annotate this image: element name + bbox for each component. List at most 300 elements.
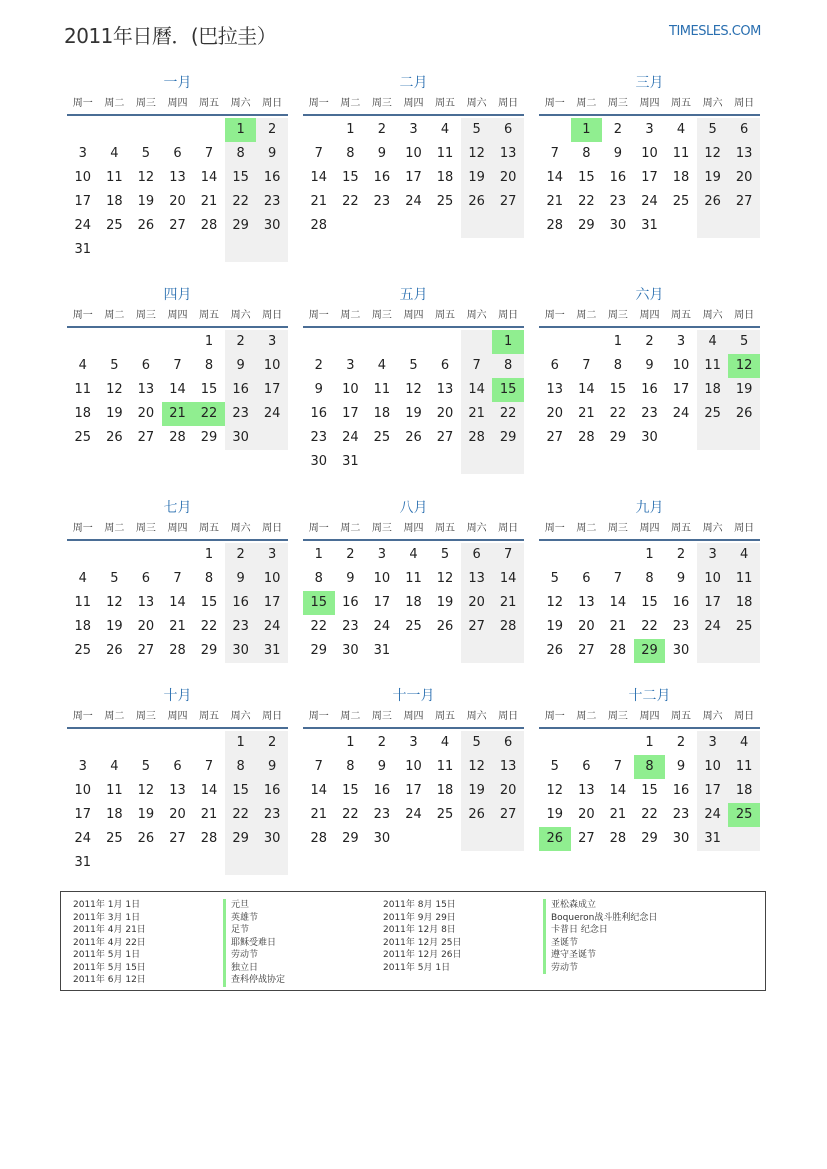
day-cell[interactable]: 27 — [436, 430, 454, 445]
day-cell[interactable]: 5 — [697, 118, 729, 142]
day-cell[interactable]: 21 — [200, 807, 218, 822]
day-cell[interactable]: 6 — [141, 571, 151, 586]
day-cell[interactable]: 11 — [106, 170, 123, 185]
day-cell[interactable]: 21 — [609, 619, 627, 634]
day-cell[interactable]: 9 — [645, 358, 654, 373]
day-cell[interactable]: 26 — [405, 430, 422, 445]
day-cell[interactable]: 9 — [676, 759, 686, 774]
day-cell[interactable]: 6 — [582, 571, 591, 586]
day-cell[interactable]: 9 — [377, 146, 387, 161]
day-cell[interactable]: 5 — [110, 571, 119, 586]
day-cell[interactable]: 6 — [173, 759, 182, 774]
day-cell[interactable]: 29 — [342, 831, 359, 846]
day-cell[interactable]: 28 — [169, 643, 186, 658]
day-cell[interactable]: 15 — [225, 779, 257, 803]
day-cell[interactable]: 20 — [169, 807, 186, 822]
day-cell[interactable]: 8 — [346, 759, 355, 774]
day-cell[interactable]: 6 — [141, 358, 151, 373]
day-cell[interactable]: 2 — [377, 735, 387, 750]
day-cell[interactable]: 9 — [256, 142, 288, 166]
day-cell[interactable]: 13 — [436, 382, 454, 397]
day-cell[interactable]: 8 — [645, 571, 654, 586]
day-cell[interactable]: 16 — [672, 783, 690, 798]
day-cell[interactable]: 30 — [609, 218, 627, 233]
day-cell[interactable]: 28 — [609, 831, 627, 846]
day-cell[interactable]: 27 — [492, 190, 524, 214]
day-cell[interactable]: 18 — [672, 170, 690, 185]
day-cell[interactable]: 26 — [461, 803, 493, 827]
day-cell[interactable]: 22 — [342, 807, 359, 822]
day-cell[interactable]: 23 — [609, 194, 627, 209]
day-cell[interactable]: 28 — [578, 430, 595, 445]
day-cell[interactable]: 25 — [74, 643, 92, 658]
day-cell[interactable]: 13 — [492, 755, 524, 779]
day-cell[interactable]: 17 — [342, 406, 359, 421]
day-cell[interactable]: 29 — [578, 218, 595, 233]
day-cell[interactable]: 20 — [461, 591, 493, 615]
day-cell[interactable]: 7 — [314, 146, 323, 161]
day-cell[interactable]: 18 — [405, 595, 422, 610]
day-cell[interactable]: 24 — [256, 615, 288, 639]
day-cell[interactable]: 12 — [436, 571, 454, 586]
day-cell[interactable]: 1 — [492, 330, 524, 354]
day-cell[interactable]: 8 — [492, 354, 524, 378]
day-cell[interactable]: 21 — [162, 402, 194, 426]
day-cell[interactable]: 16 — [373, 783, 391, 798]
day-cell[interactable]: 16 — [225, 378, 257, 402]
day-cell[interactable]: 4 — [110, 759, 119, 774]
day-cell[interactable]: 8 — [346, 146, 355, 161]
day-cell[interactable]: 12 — [137, 170, 155, 185]
day-cell[interactable]: 3 — [78, 759, 87, 774]
day-cell[interactable]: 25 — [106, 831, 123, 846]
day-cell[interactable]: 5 — [550, 759, 559, 774]
day-cell[interactable]: 28 — [310, 831, 328, 846]
day-cell[interactable]: 20 — [169, 194, 186, 209]
day-cell[interactable]: 11 — [74, 382, 92, 397]
day-cell[interactable]: 30 — [641, 430, 658, 445]
day-cell[interactable]: 30 — [672, 643, 690, 658]
day-cell[interactable]: 18 — [74, 406, 92, 421]
day-cell[interactable]: 16 — [342, 595, 359, 610]
day-cell[interactable]: 2 — [256, 731, 288, 755]
day-cell[interactable]: 7 — [582, 358, 591, 373]
day-cell[interactable]: 19 — [461, 166, 493, 190]
day-cell[interactable]: 14 — [492, 567, 524, 591]
day-cell[interactable]: 20 — [578, 619, 595, 634]
day-cell[interactable]: 6 — [728, 118, 760, 142]
day-cell[interactable]: 21 — [546, 194, 564, 209]
day-cell[interactable]: 10 — [641, 146, 658, 161]
day-cell[interactable]: 13 — [461, 567, 493, 591]
day-cell[interactable]: 18 — [728, 779, 760, 803]
day-cell[interactable]: 27 — [169, 218, 186, 233]
day-cell[interactable]: 4 — [377, 358, 387, 373]
day-cell[interactable]: 17 — [256, 591, 288, 615]
day-cell[interactable]: 11 — [436, 146, 454, 161]
day-cell[interactable]: 29 — [200, 430, 218, 445]
day-cell[interactable]: 17 — [373, 595, 391, 610]
day-cell[interactable]: 19 — [546, 619, 564, 634]
day-cell[interactable]: 5 — [461, 118, 493, 142]
day-cell[interactable]: 14 — [461, 378, 493, 402]
day-cell[interactable]: 27 — [546, 430, 564, 445]
day-cell[interactable]: 16 — [256, 166, 288, 190]
day-cell[interactable]: 14 — [169, 382, 186, 397]
day-cell[interactable]: 13 — [578, 595, 595, 610]
day-cell[interactable]: 27 — [492, 803, 524, 827]
day-cell[interactable]: 6 — [582, 759, 591, 774]
day-cell[interactable]: 25 — [405, 619, 422, 634]
day-cell[interactable]: 18 — [106, 194, 123, 209]
day-cell[interactable]: 20 — [728, 166, 760, 190]
day-cell[interactable]: 20 — [137, 619, 155, 634]
day-cell[interactable]: 18 — [697, 378, 729, 402]
day-cell[interactable]: 10 — [74, 170, 92, 185]
day-cell[interactable]: 19 — [405, 406, 422, 421]
day-cell[interactable]: 19 — [546, 807, 564, 822]
day-cell[interactable]: 7 — [204, 759, 214, 774]
day-cell[interactable]: 29 — [225, 214, 257, 238]
day-cell[interactable]: 17 — [74, 807, 92, 822]
day-cell[interactable]: 17 — [641, 170, 658, 185]
day-cell[interactable]: 19 — [137, 807, 155, 822]
day-cell[interactable]: 24 — [342, 430, 359, 445]
day-cell[interactable]: 28 — [461, 426, 493, 450]
day-cell[interactable]: 27 — [728, 190, 760, 214]
day-cell[interactable]: 4 — [78, 571, 87, 586]
day-cell[interactable]: 10 — [342, 382, 359, 397]
day-cell[interactable]: 16 — [672, 595, 690, 610]
day-cell[interactable]: 2 — [645, 334, 654, 349]
day-cell[interactable]: 22 — [225, 803, 257, 827]
day-cell[interactable]: 18 — [436, 783, 454, 798]
day-cell[interactable]: 10 — [256, 567, 288, 591]
day-cell[interactable]: 1 — [314, 547, 323, 562]
day-cell[interactable]: 3 — [645, 122, 654, 137]
day-cell[interactable]: 24 — [256, 402, 288, 426]
day-cell[interactable]: 6 — [550, 358, 559, 373]
day-cell[interactable]: 20 — [436, 406, 454, 421]
day-cell[interactable]: 15 — [641, 783, 658, 798]
day-cell[interactable]: 2 — [377, 122, 387, 137]
day-cell[interactable]: 23 — [672, 619, 690, 634]
day-cell[interactable]: 26 — [436, 619, 454, 634]
day-cell[interactable]: 1 — [346, 735, 355, 750]
day-cell[interactable]: 3 — [78, 146, 87, 161]
day-cell[interactable]: 31 — [641, 218, 658, 233]
day-cell[interactable]: 7 — [461, 354, 493, 378]
day-cell[interactable]: 15 — [342, 783, 359, 798]
day-cell[interactable]: 3 — [256, 543, 288, 567]
day-cell[interactable]: 28 — [169, 430, 186, 445]
site-link[interactable]: TIMESLES.COM — [669, 24, 761, 39]
day-cell[interactable]: 1 — [225, 118, 257, 142]
day-cell[interactable]: 1 — [225, 731, 257, 755]
day-cell[interactable]: 29 — [492, 426, 524, 450]
day-cell[interactable]: 11 — [106, 783, 123, 798]
day-cell[interactable]: 7 — [173, 571, 182, 586]
day-cell[interactable]: 22 — [641, 807, 658, 822]
day-cell[interactable]: 17 — [697, 591, 729, 615]
day-cell[interactable]: 18 — [373, 406, 391, 421]
day-cell[interactable]: 28 — [200, 218, 218, 233]
day-cell[interactable]: 25 — [697, 402, 729, 426]
day-cell[interactable]: 15 — [200, 595, 218, 610]
day-cell[interactable]: 19 — [137, 194, 155, 209]
day-cell[interactable]: 24 — [641, 194, 658, 209]
day-cell[interactable]: 30 — [342, 643, 359, 658]
day-cell[interactable]: 11 — [405, 571, 422, 586]
day-cell[interactable]: 15 — [578, 170, 595, 185]
day-cell[interactable]: 10 — [74, 783, 92, 798]
day-cell[interactable]: 16 — [225, 591, 257, 615]
day-cell[interactable]: 26 — [697, 190, 729, 214]
day-cell[interactable]: 3 — [409, 122, 418, 137]
day-cell[interactable]: 12 — [461, 755, 493, 779]
day-cell[interactable]: 21 — [200, 194, 218, 209]
day-cell[interactable]: 8 — [225, 755, 257, 779]
day-cell[interactable]: 23 — [373, 194, 391, 209]
day-cell[interactable]: 8 — [582, 146, 591, 161]
day-cell[interactable]: 2 — [676, 735, 686, 750]
day-cell[interactable]: 10 — [405, 759, 422, 774]
day-cell[interactable]: 28 — [492, 615, 524, 639]
day-cell[interactable]: 8 — [314, 571, 323, 586]
day-cell[interactable]: 2 — [314, 358, 323, 373]
day-cell[interactable]: 14 — [169, 595, 186, 610]
day-cell[interactable]: 16 — [310, 406, 328, 421]
day-cell[interactable]: 2 — [256, 118, 288, 142]
day-cell[interactable]: 5 — [409, 358, 418, 373]
day-cell[interactable]: 16 — [256, 779, 288, 803]
day-cell[interactable]: 6 — [492, 731, 524, 755]
day-cell[interactable]: 14 — [546, 170, 564, 185]
day-cell[interactable]: 3 — [377, 547, 387, 562]
day-cell[interactable]: 31 — [373, 643, 391, 658]
day-cell[interactable]: 11 — [672, 146, 690, 161]
day-cell[interactable]: 30 — [225, 639, 257, 663]
day-cell[interactable]: 16 — [609, 170, 627, 185]
day-cell[interactable]: 31 — [74, 242, 92, 257]
day-cell[interactable]: 19 — [106, 619, 123, 634]
day-cell[interactable]: 10 — [405, 146, 422, 161]
day-cell[interactable]: 5 — [550, 571, 559, 586]
day-cell[interactable]: 23 — [373, 807, 391, 822]
day-cell[interactable]: 11 — [373, 382, 391, 397]
day-cell[interactable]: 24 — [405, 194, 422, 209]
day-cell[interactable]: 3 — [346, 358, 355, 373]
day-cell[interactable]: 15 — [609, 382, 627, 397]
day-cell[interactable]: 9 — [314, 382, 323, 397]
day-cell[interactable]: 6 — [173, 146, 182, 161]
day-cell[interactable]: 15 — [641, 595, 658, 610]
day-cell[interactable]: 1 — [645, 547, 654, 562]
day-cell[interactable]: 23 — [256, 803, 288, 827]
day-cell[interactable]: 25 — [728, 803, 760, 827]
day-cell[interactable]: 29 — [310, 643, 328, 658]
day-cell[interactable]: 21 — [492, 591, 524, 615]
day-cell[interactable]: 26 — [106, 643, 123, 658]
day-cell[interactable]: 12 — [697, 142, 729, 166]
day-cell[interactable]: 5 — [141, 146, 151, 161]
day-cell[interactable]: 19 — [728, 378, 760, 402]
day-cell[interactable]: 29 — [200, 643, 218, 658]
day-cell[interactable]: 10 — [256, 354, 288, 378]
day-cell[interactable]: 29 — [225, 827, 257, 851]
day-cell[interactable]: 20 — [492, 779, 524, 803]
day-cell[interactable]: 12 — [461, 142, 493, 166]
day-cell[interactable]: 1 — [346, 122, 355, 137]
day-cell[interactable]: 4 — [440, 735, 450, 750]
day-cell[interactable]: 22 — [492, 402, 524, 426]
day-cell[interactable]: 27 — [169, 831, 186, 846]
day-cell[interactable]: 31 — [74, 855, 92, 870]
day-cell[interactable]: 27 — [137, 643, 155, 658]
day-cell[interactable]: 5 — [728, 330, 760, 354]
day-cell[interactable]: 19 — [697, 166, 729, 190]
day-cell[interactable]: 4 — [697, 330, 729, 354]
day-cell[interactable]: 22 — [578, 194, 595, 209]
day-cell[interactable]: 3 — [256, 330, 288, 354]
day-cell[interactable]: 12 — [546, 595, 564, 610]
day-cell[interactable]: 22 — [310, 619, 328, 634]
day-cell[interactable]: 22 — [609, 406, 627, 421]
day-cell[interactable]: 23 — [225, 402, 257, 426]
day-cell[interactable]: 21 — [169, 619, 186, 634]
day-cell[interactable]: 26 — [728, 402, 760, 426]
day-cell[interactable]: 3 — [676, 334, 686, 349]
day-cell[interactable]: 6 — [492, 118, 524, 142]
day-cell[interactable]: 28 — [200, 831, 218, 846]
day-cell[interactable]: 21 — [310, 194, 328, 209]
day-cell[interactable]: 9 — [377, 759, 387, 774]
day-cell[interactable]: 24 — [697, 803, 729, 827]
day-cell[interactable]: 22 — [641, 619, 658, 634]
day-cell[interactable]: 2 — [676, 547, 686, 562]
day-cell[interactable]: 16 — [373, 170, 391, 185]
day-cell[interactable]: 29 — [641, 831, 658, 846]
day-cell[interactable]: 25 — [728, 615, 760, 639]
day-cell[interactable]: 11 — [728, 755, 760, 779]
day-cell[interactable]: 13 — [169, 170, 186, 185]
day-cell[interactable]: 3 — [409, 735, 418, 750]
day-cell[interactable]: 25 — [672, 194, 690, 209]
day-cell[interactable]: 14 — [609, 595, 627, 610]
day-cell[interactable]: 26 — [137, 218, 155, 233]
day-cell[interactable]: 25 — [436, 807, 454, 822]
day-cell[interactable]: 28 — [546, 218, 564, 233]
day-cell[interactable]: 7 — [550, 146, 559, 161]
day-cell[interactable]: 25 — [436, 194, 454, 209]
day-cell[interactable]: 14 — [310, 783, 328, 798]
day-cell[interactable]: 1 — [571, 118, 603, 142]
day-cell[interactable]: 24 — [74, 218, 92, 233]
day-cell[interactable]: 13 — [492, 142, 524, 166]
day-cell[interactable]: 23 — [225, 615, 257, 639]
day-cell[interactable]: 27 — [578, 643, 595, 658]
day-cell[interactable]: 13 — [169, 783, 186, 798]
day-cell[interactable]: 7 — [492, 543, 524, 567]
day-cell[interactable]: 13 — [578, 783, 595, 798]
day-cell[interactable]: 15 — [303, 591, 335, 615]
day-cell[interactable]: 5 — [141, 759, 151, 774]
day-cell[interactable]: 9 — [613, 146, 623, 161]
day-cell[interactable]: 7 — [613, 759, 623, 774]
day-cell[interactable]: 21 — [461, 402, 493, 426]
day-cell[interactable]: 4 — [110, 146, 119, 161]
day-cell[interactable]: 2 — [346, 547, 355, 562]
day-cell[interactable]: 30 — [256, 827, 288, 851]
day-cell[interactable]: 18 — [74, 619, 92, 634]
day-cell[interactable]: 8 — [634, 755, 666, 779]
day-cell[interactable]: 18 — [106, 807, 123, 822]
day-cell[interactable]: 26 — [137, 831, 155, 846]
day-cell[interactable]: 7 — [613, 571, 623, 586]
day-cell[interactable]: 8 — [613, 358, 623, 373]
day-cell[interactable]: 29 — [609, 430, 627, 445]
day-cell[interactable]: 10 — [373, 571, 391, 586]
day-cell[interactable]: 1 — [645, 735, 654, 750]
day-cell[interactable]: 11 — [697, 354, 729, 378]
day-cell[interactable]: 6 — [440, 358, 450, 373]
day-cell[interactable]: 22 — [193, 402, 225, 426]
day-cell[interactable]: 28 — [310, 218, 328, 233]
day-cell[interactable]: 20 — [137, 406, 155, 421]
day-cell[interactable]: 4 — [728, 731, 760, 755]
day-cell[interactable]: 17 — [74, 194, 92, 209]
day-cell[interactable]: 28 — [609, 643, 627, 658]
day-cell[interactable]: 26 — [106, 430, 123, 445]
day-cell[interactable]: 31 — [342, 454, 359, 469]
day-cell[interactable]: 21 — [578, 406, 595, 421]
day-cell[interactable]: 23 — [256, 190, 288, 214]
day-cell[interactable]: 31 — [256, 639, 288, 663]
day-cell[interactable]: 7 — [204, 146, 214, 161]
day-cell[interactable]: 2 — [225, 330, 257, 354]
day-cell[interactable]: 9 — [225, 567, 257, 591]
day-cell[interactable]: 18 — [728, 591, 760, 615]
day-cell[interactable]: 9 — [346, 571, 355, 586]
day-cell[interactable]: 10 — [697, 755, 729, 779]
day-cell[interactable]: 19 — [461, 779, 493, 803]
day-cell[interactable]: 9 — [225, 354, 257, 378]
day-cell[interactable]: 17 — [697, 779, 729, 803]
day-cell[interactable]: 4 — [409, 547, 418, 562]
day-cell[interactable]: 11 — [728, 567, 760, 591]
day-cell[interactable]: 23 — [342, 619, 359, 634]
day-cell[interactable]: 27 — [461, 615, 493, 639]
day-cell[interactable]: 7 — [314, 759, 323, 774]
day-cell[interactable]: 24 — [672, 406, 690, 421]
day-cell[interactable]: 9 — [256, 755, 288, 779]
day-cell[interactable]: 9 — [676, 571, 686, 586]
day-cell[interactable]: 12 — [405, 382, 422, 397]
day-cell[interactable]: 27 — [578, 831, 595, 846]
day-cell[interactable]: 4 — [728, 543, 760, 567]
day-cell[interactable]: 5 — [461, 731, 493, 755]
day-cell[interactable]: 13 — [728, 142, 760, 166]
day-cell[interactable]: 31 — [697, 827, 729, 851]
day-cell[interactable]: 25 — [74, 430, 92, 445]
day-cell[interactable]: 19 — [106, 406, 123, 421]
day-cell[interactable]: 15 — [200, 382, 218, 397]
day-cell[interactable]: 1 — [613, 334, 623, 349]
day-cell[interactable]: 3 — [697, 731, 729, 755]
day-cell[interactable]: 22 — [225, 190, 257, 214]
day-cell[interactable]: 23 — [672, 807, 690, 822]
day-cell[interactable]: 30 — [256, 214, 288, 238]
